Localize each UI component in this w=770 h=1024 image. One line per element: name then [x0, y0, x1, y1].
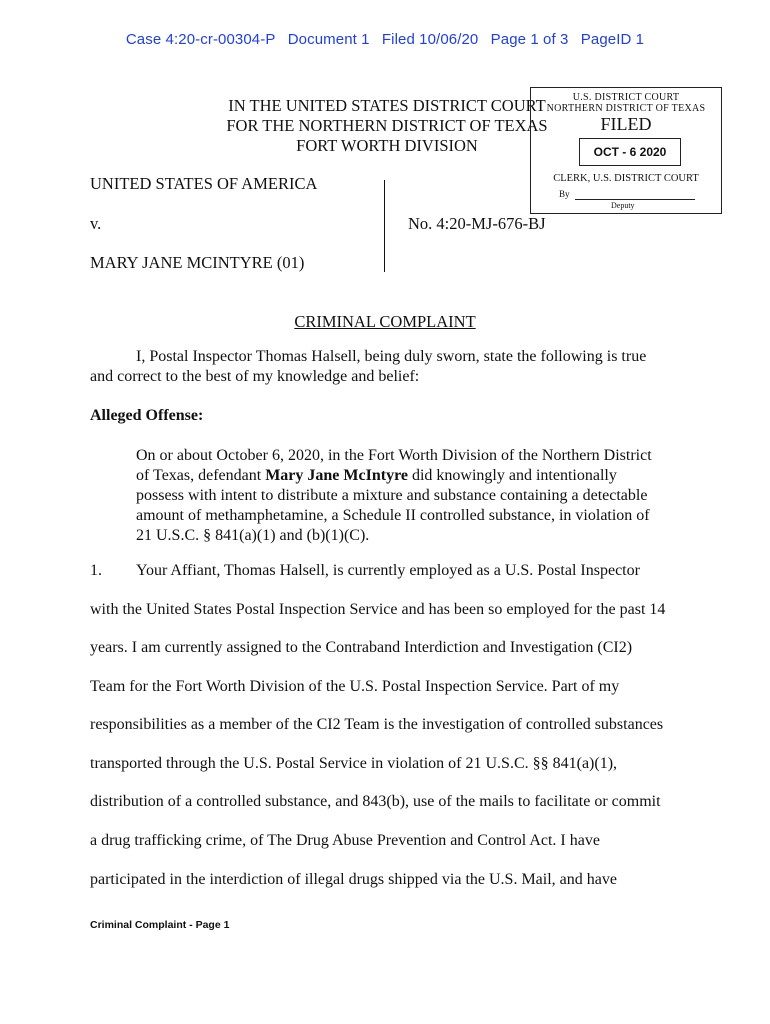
body-line: with the United States Postal Inspection Service and has been so employed for the past 14 [90, 601, 666, 618]
caption-divider [384, 180, 385, 272]
body-line: participated in the interdiction of illegal drugs shipped via the U.S. Mail, and have [90, 871, 617, 888]
body-line: responsibilities as a member of the CI2 Team is the investigation of controlled substances [90, 716, 664, 733]
page-count: Page 1 of 3 [490, 31, 569, 48]
page-id: PageID 1 [580, 31, 645, 48]
ecf-header [0, 31, 770, 48]
court-heading [222, 96, 552, 156]
offense-text [136, 446, 676, 546]
body-line: years. I am currently assigned to the Contraband Interdiction and Investigation (CI2) [90, 639, 633, 656]
versus: v. [90, 214, 102, 233]
stamp-filed: FILED [600, 114, 652, 134]
stamp-clerk: CLERK, U.S. DISTRICT COURT [553, 173, 699, 184]
body-line: a drug trafficking crime, of The Drug Abuse Prevention and Control Act. I have [90, 832, 600, 849]
offense-line-3: possess with intent to distribute a mixture and substance containing a detectable [136, 487, 648, 504]
body-line: Your Affiant, Thomas Halsell, is currently employed as a U.S. Postal Inspector [136, 562, 640, 579]
defendant: MARY JANE MCINTYRE (01) [90, 253, 305, 272]
offense-heading: Alleged Offense: [90, 407, 204, 424]
offense-line-2 [136, 466, 676, 486]
filed-date: Filed 10/06/20 [381, 31, 479, 48]
case-no: No. 4:20-MJ-676-BJ [408, 214, 546, 233]
offense-line-1: On or about October 6, 2020, in the Fort Worth Division of the Northern District [136, 447, 652, 464]
stamp-district: NORTHERN DISTRICT OF TEXAS [546, 103, 706, 114]
case-number: Case 4:20-cr-00304-P [125, 31, 276, 48]
body-line: transported through the U.S. Postal Service in violation of 21 U.S.C. §§ 841(a)(1), [90, 755, 618, 772]
offense-line-4: amount of methamphetamine, a Schedule II controlled substance, in violation of [136, 507, 650, 524]
intro-line-2: and correct to the best of my knowledge and belief: [90, 368, 420, 385]
stamp-by: By [559, 189, 570, 199]
document-number: Document 1 [287, 31, 370, 48]
offense-line-2-pre: of Texas, defendant [136, 467, 266, 484]
offense-line-5: 21 U.S.C. § 841(a)(1) and (b)(1)(C). [136, 527, 370, 544]
document-title: CRIMINAL COMPLAINT [294, 312, 476, 331]
plaintiff: UNITED STATES OF AMERICA [90, 174, 318, 193]
stamp-deputy: Deputy [611, 201, 635, 210]
filed-stamp [530, 87, 722, 214]
court-line-2: FOR THE NORTHERN DISTRICT OF TEXAS [226, 116, 548, 135]
offense-line-2-post: did knowingly and intentionally [407, 467, 617, 484]
court-line-1: IN THE UNITED STATES DISTRICT COURT [228, 96, 546, 115]
paragraph-number: 1. [90, 562, 102, 579]
intro-line-1: I, Postal Inspector Thomas Halsell, being duly sworn, state the following is true [136, 348, 647, 365]
stamp-date: OCT - 6 2020 [579, 138, 681, 166]
stamp-court: U.S. DISTRICT COURT [572, 92, 680, 103]
defendant-name: Mary Jane McIntyre [265, 467, 408, 484]
stamp-signature-line [575, 199, 695, 200]
court-line-3: FORT WORTH DIVISION [296, 136, 478, 155]
body-line: Team for the Fort Worth Division of the U.S. Postal Inspection Service. Part of my [90, 678, 620, 695]
page-footer: Criminal Complaint - Page 1 [90, 919, 230, 931]
body-line: distribution of a controlled substance, and 843(b), use of the mails to facilitate or commit [90, 793, 661, 810]
